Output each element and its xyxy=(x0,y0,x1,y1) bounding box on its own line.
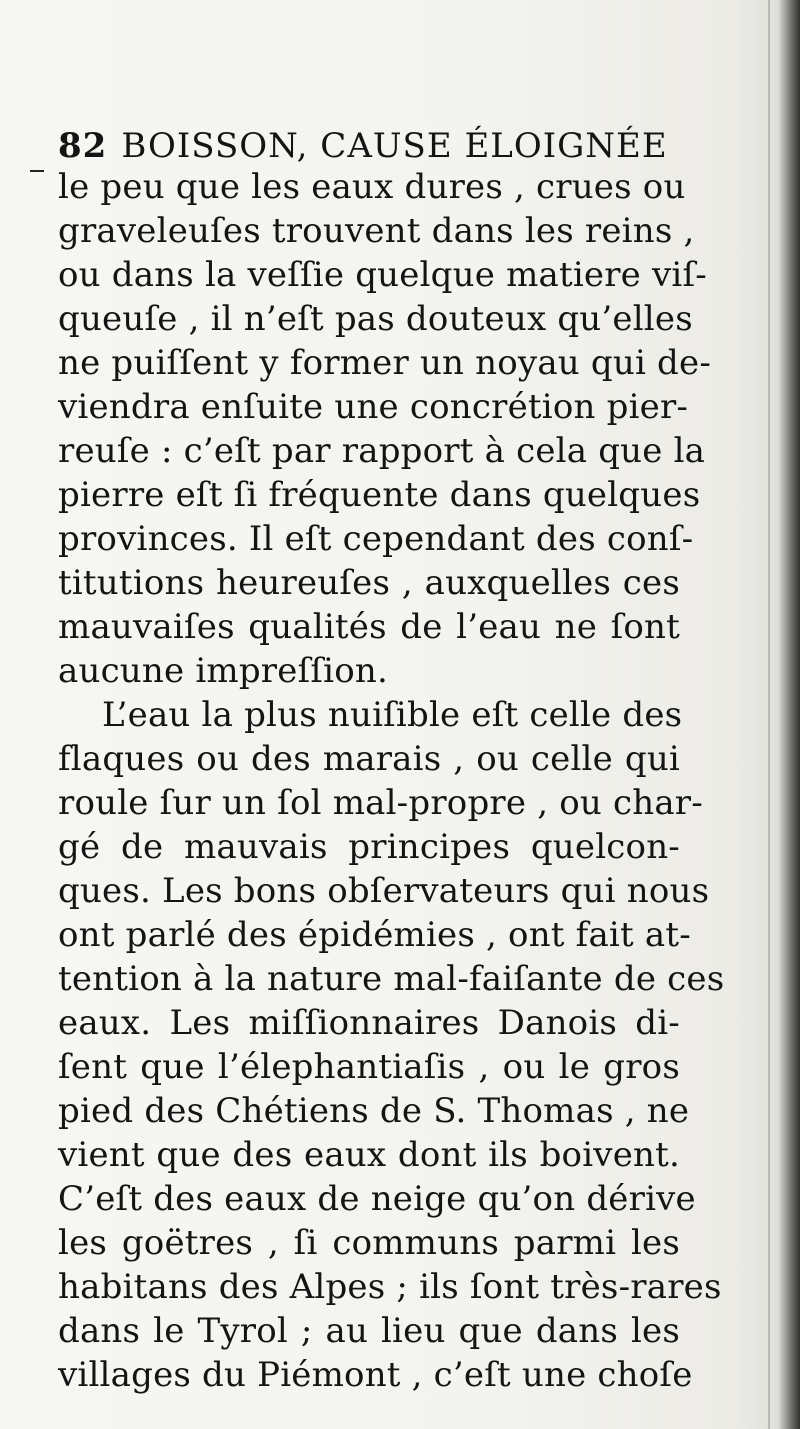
text-line: pied des Chétiens de S. Thomas , ne xyxy=(58,1091,690,1131)
text-line: vient que des eaux dont ils boivent. xyxy=(58,1135,680,1175)
text-line: pierre eſt ſi fréquente dans quelques xyxy=(58,475,701,515)
text-line: le peu que les eaux dures , crues ou xyxy=(58,167,686,207)
text-line: viendra enſuite une concrétion pier- xyxy=(58,387,689,427)
text-line: aucune impreſſion. xyxy=(58,651,389,691)
text-line: tention à la nature mal-faiſante de ces xyxy=(58,959,725,999)
text-line: ont parlé des épidémies , ont fait at- xyxy=(58,915,691,955)
text-line: C’eſt des eaux de neige qu’on dérive xyxy=(58,1179,696,1219)
page-body xyxy=(58,165,725,1397)
text-line: graveleuſes trouvent dans les reins , xyxy=(58,211,695,251)
text-line: ou dans la veſſie quelque matiere viſ- xyxy=(58,255,707,295)
text-line: L’eau la plus nuiſible eſt celle des xyxy=(102,695,683,735)
paragraph-2 xyxy=(58,693,725,1397)
text-line: queuſe , il n’eſt pas douteux qu’elles xyxy=(58,299,693,339)
text-line: flaques ou des marais , ou celle qui xyxy=(58,739,680,779)
text-line: dans le Tyrol ; au lieu que dans les xyxy=(58,1311,680,1351)
running-header xyxy=(58,124,698,168)
text-line: gé de mauvais principes quelcon- xyxy=(58,827,680,867)
text-line: villages du Piémont , c’eſt une choſe xyxy=(58,1355,693,1395)
text-line: roule ſur un ſol mal-propre , ou char- xyxy=(58,783,703,823)
paragraph-1 xyxy=(58,165,712,693)
text-line: mauvaiſes qualités de l’eau ne ſont xyxy=(58,607,680,647)
text-line: habitans des Alpes ; ils ſont très-rares xyxy=(58,1267,722,1307)
running-title: BOISSON, CAUSE ÉLOIGNÉE xyxy=(121,126,668,166)
text-line: ne puiſſent y former un noyau qui de- xyxy=(58,343,712,383)
text-line: eaux. Les miſſionnaires Danois di- xyxy=(58,1003,680,1043)
text-line: ques. Les bons obſervateurs qui nous xyxy=(58,871,710,911)
text-line: ſent que l’élephantiaſis , ou le gros xyxy=(58,1047,680,1087)
text-line: titutions heureuſes , auxquelles ces xyxy=(58,563,680,603)
text-line: les goëtres , ſi communs parmi les xyxy=(58,1223,680,1263)
page-edge-shadow xyxy=(768,0,770,1429)
binding-gutter xyxy=(778,0,800,1429)
page-number: 82 xyxy=(58,126,108,166)
text-line: reuſe : c’eſt par rapport à cela que la xyxy=(58,431,706,471)
text-line: provinces. Il eſt cependant des conſ- xyxy=(58,519,694,559)
margin-mark xyxy=(30,170,44,172)
